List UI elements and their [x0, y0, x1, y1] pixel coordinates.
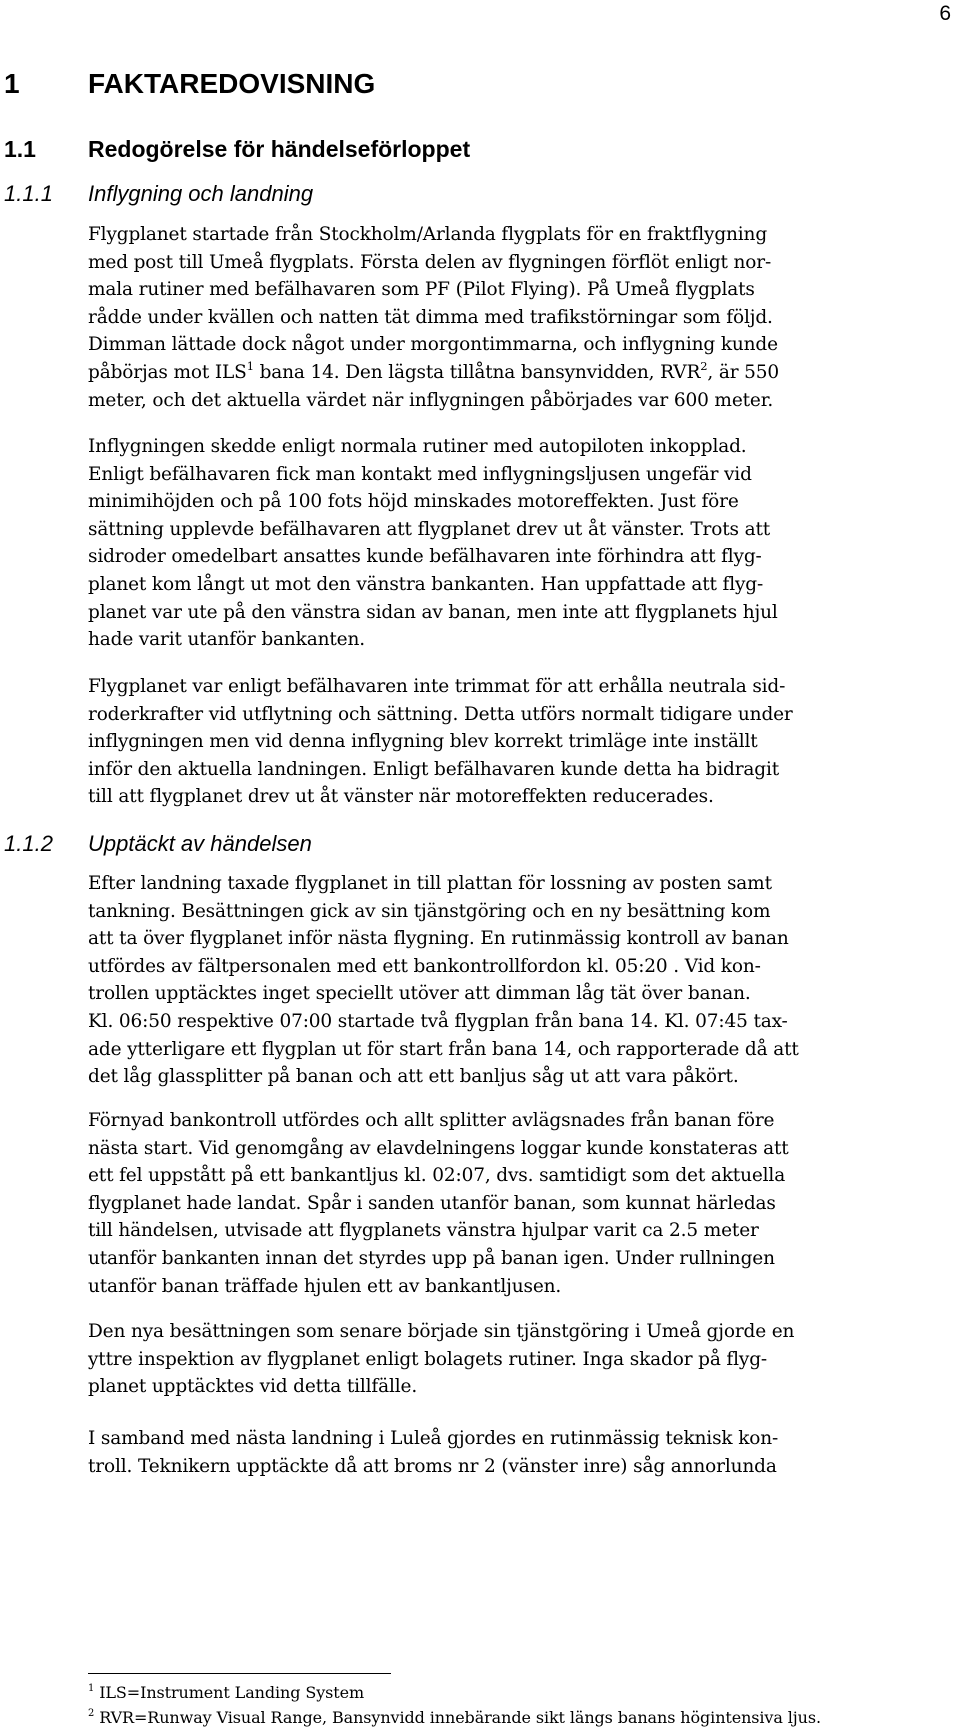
- text-line: trollen upptäcktes inget speciellt utöver att dimman låg tät över banan.: [88, 983, 751, 1005]
- text-line: Förnyad bankontroll utfördes och allt splitter avlägsnades från banan före: [88, 1110, 775, 1131]
- text-line: troll. Teknikern upptäckte då att broms nr 2 (vänster inre) såg annorlunda: [88, 1455, 777, 1477]
- text-line: yttre inspektion av flygplanet enligt bolagets rutiner. Inga skador på flyg-: [88, 1348, 767, 1370]
- paragraph-2: [88, 433, 866, 654]
- paragraph-1: [88, 221, 866, 414]
- text-line: planet var ute på den vänstra sidan av banan, men inte att flygplanets hjul: [88, 601, 778, 623]
- text-line: Enligt befälhavaren fick man kontakt med inflygningsljusen ungefär vid: [88, 463, 752, 485]
- text-line: Kl. 06:50 respektive 07:00 startade två flygplan från bana 14. Kl. 07:45 tax-: [88, 1010, 788, 1032]
- heading-number: 1.1.2: [4, 831, 53, 856]
- text-line: utanför banan träffade hjulen ett av bankantljusen.: [88, 1275, 562, 1297]
- text-line: I samband med nästa landning i Luleå gjordes en rutinmässig teknisk kon-: [88, 1428, 779, 1449]
- text-line: att ta över flygplanet inför nästa flygning. En rutinmässig kontroll av banan: [88, 928, 789, 950]
- text-line: Flygplanet var enligt befälhavaren inte trimmat för att erhålla neutrala sid-: [88, 676, 786, 697]
- paragraph-6: [88, 1318, 866, 1401]
- text-line: rådde under kvällen och natten tät dimma med trafikstörningar som följd.: [88, 306, 773, 328]
- page-number: 6: [939, 2, 951, 25]
- footnote-ref-2: 2: [700, 358, 708, 373]
- text-line: flygplanet hade landat. Spår i sanden utanför banan, som kunnat härledas: [88, 1192, 776, 1214]
- paragraph-3: [88, 673, 866, 811]
- footnote-2: [88, 1708, 821, 1728]
- heading-title: FAKTAREDOVISNING: [88, 68, 376, 99]
- text-line: ett fel uppstått på ett bankantljus kl. 02:07, dvs. samtidigt som det aktuella: [88, 1165, 786, 1187]
- heading-title: Inflygning och landning: [88, 181, 314, 206]
- text-line: ade ytterligare ett flygplan ut för start från bana 14, och rapporterade då att: [88, 1038, 799, 1060]
- text-line: Dimman lättade dock något under morgontimmarna, och inflygning kunde: [88, 334, 778, 356]
- paragraph-5: [88, 1107, 866, 1300]
- heading-redogorelse: [4, 136, 470, 163]
- paragraph-4: [88, 870, 866, 1091]
- heading-inflygning: [4, 181, 313, 207]
- text-line: Den nya besättningen som senare började sin tjänstgöring i Umeå gjorde en: [88, 1321, 795, 1342]
- text-line: med post till Umeå flygplats. Första delen av flygningen förflöt enligt nor-: [88, 251, 772, 273]
- text-line-ils: påbörjas mot ILS$^1$ bana 14. Den lägsta tillåtna bansynvidden, RVR$^2$, är 550: [88, 358, 780, 383]
- text-line: utfördes av fältpersonalen med ett bankontrollfordon kl. 05:20 . Vid kon-: [88, 955, 761, 977]
- footnote-text: ILS=Instrument Landing System: [94, 1683, 365, 1702]
- footnote-ref-1: 1: [246, 358, 254, 373]
- text-line: inför den aktuella landningen. Enligt befälhavaren kunde detta ha bidragit: [88, 758, 780, 780]
- text-line: Inflygningen skedde enligt normala rutiner med autopiloten inkopplad.: [88, 436, 747, 457]
- paragraph-7: [88, 1425, 866, 1480]
- text-line: Efter landning taxade flygplanet in till plattan för lossning av posten samt: [88, 873, 772, 894]
- heading-number: 1.1.1: [4, 181, 53, 206]
- heading-number: 1: [4, 68, 20, 99]
- heading-number: 1.1: [4, 136, 36, 162]
- text-line: utanför bankanten innan det styrdes upp på banan igen. Under rullningen: [88, 1247, 775, 1269]
- text-line: planet upptäcktes vid detta tillfälle.: [88, 1376, 418, 1398]
- text-line: mala rutiner med befälhavaren som PF (Pilot Flying). På Umeå flygplats: [88, 279, 755, 301]
- footnote-mark: 2: [88, 1707, 95, 1719]
- text-line: till att flygplanet drev ut åt vänster när motoreffekten reducerades.: [88, 786, 714, 808]
- text-line: tankning. Besättningen gick av sin tjänstgöring och en ny besättning kom: [88, 900, 771, 922]
- footnote-mark: 1: [88, 1682, 95, 1694]
- text-line: sättning upplevde befälhavaren att flygplanet drev ut åt vänster. Trots att: [88, 518, 771, 540]
- text-line: nästa start. Vid genomgång av elavdelningens loggar kunde konstateras att: [88, 1137, 789, 1159]
- text-line: minimihöjden och på 100 fots höjd minskades motoreffekten. Just före: [88, 491, 739, 513]
- text-line: meter, och det aktuella värdet när inflygningen påbörjades var 600 meter.: [88, 389, 774, 411]
- text-line: planet kom långt ut mot den vänstra bankanten. Han uppfattade att flyg-: [88, 573, 764, 595]
- footnote-1: [88, 1683, 364, 1703]
- heading-title: Upptäckt av händelsen: [88, 831, 312, 856]
- text-line: till händelsen, utvisade att flygplanets vänstra hjulpar varit ca 2.5 meter: [88, 1220, 759, 1242]
- footnote-text: RVR=Runway Visual Range, Bansynvidd innebärande sikt längs banans högintensiva ljus.: [94, 1708, 821, 1727]
- footnote-separator: [88, 1673, 391, 1674]
- text-line: inflygningen men vid denna inflygning blev korrekt trimläge inte inställt: [88, 731, 758, 753]
- text-line: roderkrafter vid utflytning och sättning. Detta utförs normalt tidigare under: [88, 703, 793, 725]
- text-line: sidroder omedelbart ansattes kunde befälhavaren inte förhindra att flyg-: [88, 546, 762, 568]
- text-line: det låg glassplitter på banan och att ett banljus såg ut att vara påkört.: [88, 1066, 739, 1088]
- text-line: Flygplanet startade från Stockholm/Arlanda flygplats för en fraktflygning: [88, 224, 768, 245]
- heading-title: Redogörelse för händelseförloppet: [88, 136, 471, 162]
- heading-upptackt: [4, 831, 312, 857]
- heading-faktaredovisning: [4, 68, 375, 100]
- text-line: hade varit utanför bankanten.: [88, 629, 365, 651]
